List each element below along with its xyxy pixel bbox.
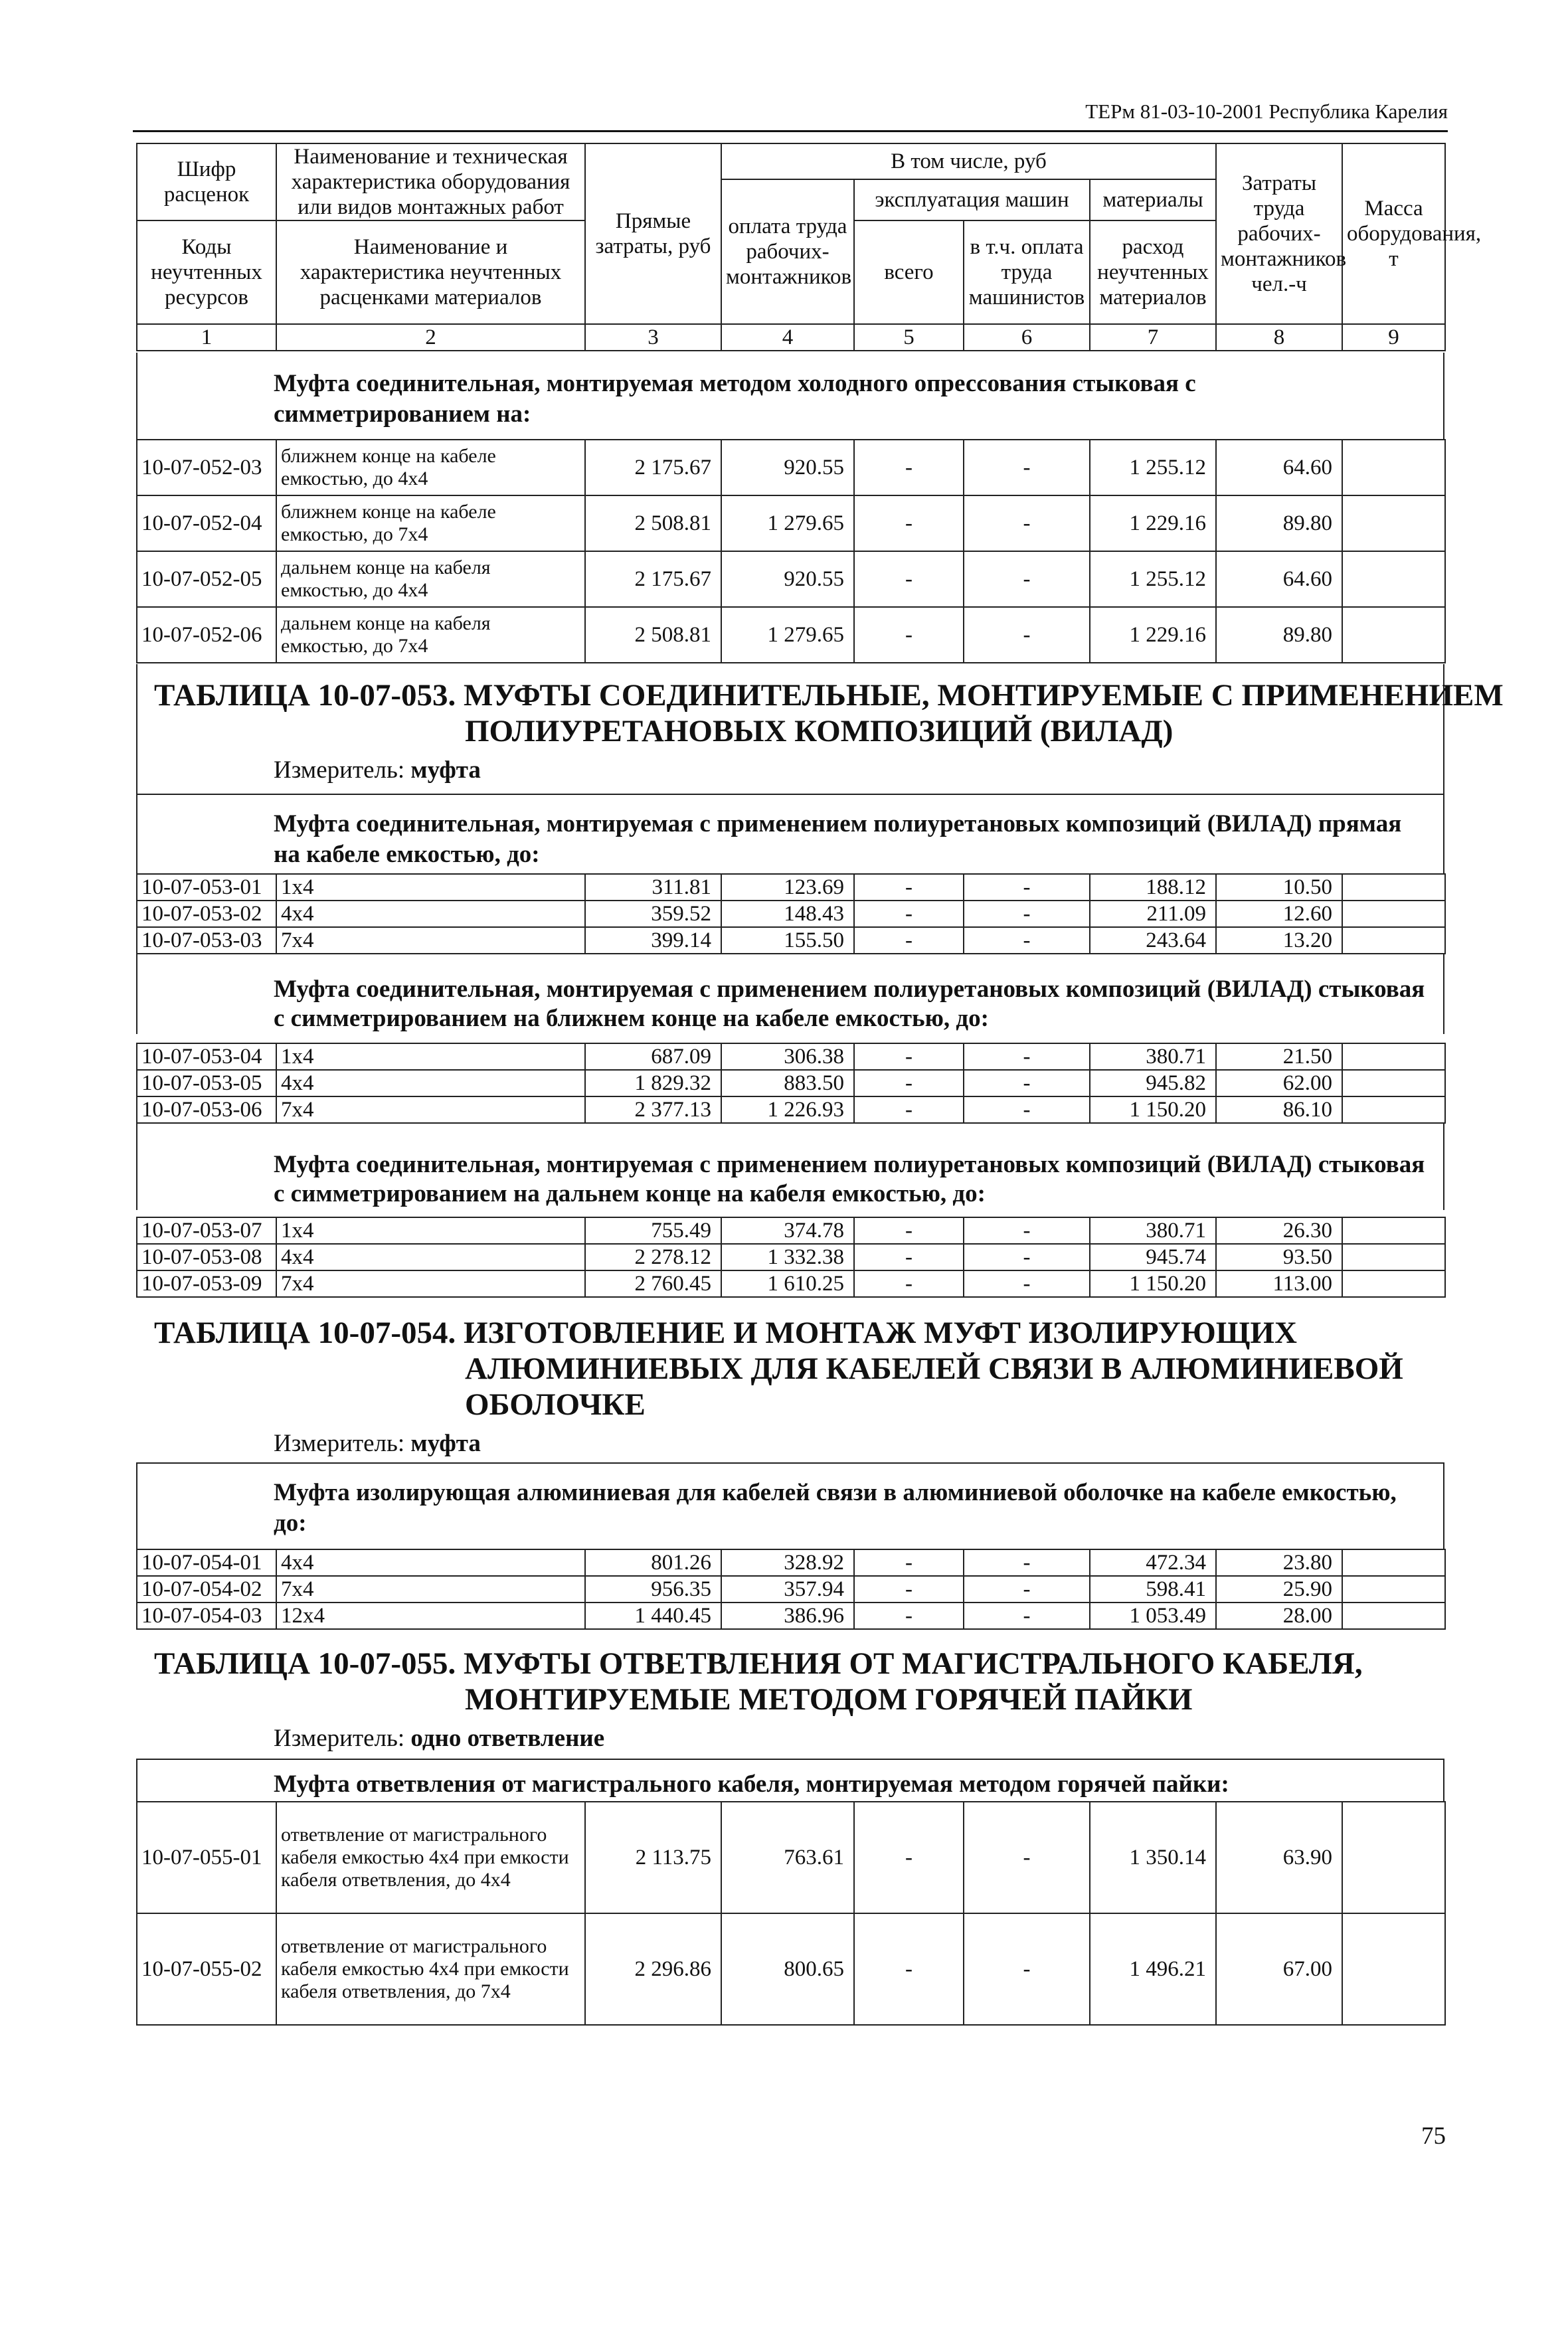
row-mass <box>1342 1217 1445 1244</box>
row-labor: 1 610.25 <box>721 1270 854 1297</box>
row-labor: 357.94 <box>721 1576 854 1603</box>
row-direct: 1 829.32 <box>585 1070 721 1096</box>
row-mass <box>1342 927 1445 954</box>
measure-label: Измеритель: <box>274 1430 405 1457</box>
group-title: Муфта ответвления от магистрального кабеля, монтируемая методом горячей пайки: <box>274 1771 1229 1798</box>
row-mass <box>1342 551 1445 607</box>
group-title-052: Муфта соединительная, монтируемая методом холодного опрессования стыковая с симметрированием на: <box>274 370 1196 428</box>
row-mat: 1 229.16 <box>1090 607 1216 663</box>
col-num: 6 <box>964 324 1090 351</box>
row-mass <box>1342 440 1445 495</box>
row-name: 4x4 <box>276 1070 585 1096</box>
table-row <box>137 1576 1445 1603</box>
row-code: 10-07-053-02 <box>137 901 276 927</box>
row-mach: - <box>854 1244 964 1270</box>
row-mat: 598.41 <box>1090 1576 1216 1603</box>
row-code: 10-07-053-05 <box>137 1070 276 1096</box>
row-name: 4x4 <box>276 1244 585 1270</box>
row-mass <box>1342 1549 1445 1576</box>
row-hours: 25.90 <box>1216 1576 1342 1603</box>
table-055-title-line2: МОНТИРУЕМЫЕ МЕТОДОМ ГОРЯЧЕЙ ПАЙКИ <box>465 1682 1193 1717</box>
row-mat: 211.09 <box>1090 901 1216 927</box>
row-mach-labor: - <box>964 1270 1090 1297</box>
table-054-title-line2: АЛЮМИНИЕВЫХ ДЛЯ КАБЕЛЕЙ СВЯЗИ В АЛЮМИНИЕВОЙ <box>465 1351 1403 1386</box>
row-mass <box>1342 1043 1445 1070</box>
column-header-table <box>136 143 1482 351</box>
row-mach-labor: - <box>964 1244 1090 1270</box>
row-code: 10-07-052-03 <box>137 440 276 495</box>
row-labor: 155.50 <box>721 927 854 954</box>
row-direct: 2 278.12 <box>585 1244 721 1270</box>
row-mach: - <box>854 1576 964 1603</box>
table-row <box>137 1096 1445 1123</box>
row-mass <box>1342 1270 1445 1297</box>
row-name: дальнем конце на кабеля емкостью, до 7x4 <box>276 607 585 663</box>
row-mach-labor: - <box>964 495 1090 551</box>
row-mach: - <box>854 1549 964 1576</box>
row-mach-labor: - <box>964 1576 1090 1603</box>
row-mass <box>1342 1802 1445 1913</box>
hdr-machinist-pay: в т.ч. оплата труда машинистов <box>964 220 1090 324</box>
table-row <box>137 1603 1445 1629</box>
row-labor: 1 332.38 <box>721 1244 854 1270</box>
row-mass <box>1342 607 1445 663</box>
group-title: Муфта соединительная, монтируемая с применением полиуретановых композиций (ВИЛАД) стыковая с симметрированием на ближнем конце на кабеле емкостью, до: <box>274 976 1425 1032</box>
row-code: 10-07-054-02 <box>137 1576 276 1603</box>
hdr-resource-codes: Коды неучтенных ресурсов <box>137 220 276 324</box>
row-mach-labor: - <box>964 874 1090 901</box>
row-name: 1x4 <box>276 874 585 901</box>
row-mach: - <box>854 1603 964 1629</box>
row-direct: 2 296.86 <box>585 1913 721 2025</box>
row-code: 10-07-054-01 <box>137 1549 276 1576</box>
row-direct: 687.09 <box>585 1043 721 1070</box>
row-labor: 920.55 <box>721 551 854 607</box>
row-code: 10-07-054-03 <box>137 1603 276 1629</box>
group-title: Муфта изолирующая алюминиевая для кабелей связи в алюминиевой оболочке на кабеле емкостью, до: <box>274 1479 1397 1537</box>
row-name: 7x4 <box>276 1576 585 1603</box>
row-mass <box>1342 1603 1445 1629</box>
row-name: дальнем конце на кабеля емкостью, до 4x4 <box>276 551 585 607</box>
row-mat: 380.71 <box>1090 1217 1216 1244</box>
page-number: 75 <box>1421 2123 1446 2150</box>
row-mach: - <box>854 1217 964 1244</box>
row-mat: 945.82 <box>1090 1070 1216 1096</box>
row-mat: 1 350.14 <box>1090 1802 1216 1913</box>
table-row <box>137 1043 1445 1070</box>
row-mass <box>1342 1913 1445 2025</box>
hdr-direct-costs: Прямые затраты, руб <box>585 143 721 324</box>
hdr-name-top: Наименование и техническая характеристика оборудования или видов монтажных работ <box>276 143 585 220</box>
table-row <box>137 607 1445 663</box>
row-labor: 920.55 <box>721 440 854 495</box>
row-name: 4x4 <box>276 901 585 927</box>
table-row <box>137 927 1445 954</box>
row-code: 10-07-053-09 <box>137 1270 276 1297</box>
row-name: ответвление от магистрального кабеля емкостью 4x4 при емкости кабеля ответвления, до 4x4 <box>276 1802 585 1913</box>
row-direct: 2 175.67 <box>585 551 721 607</box>
hdr-machines-total: всего <box>854 220 964 324</box>
row-mach: - <box>854 1043 964 1070</box>
row-hours: 113.00 <box>1216 1270 1342 1297</box>
row-hours: 62.00 <box>1216 1070 1342 1096</box>
row-mach-labor: - <box>964 1043 1090 1070</box>
row-name: 7x4 <box>276 1096 585 1123</box>
row-direct: 2 760.45 <box>585 1270 721 1297</box>
table-row <box>137 440 1445 495</box>
row-mach-labor: - <box>964 440 1090 495</box>
row-hours: 12.60 <box>1216 901 1342 927</box>
row-name: 1x4 <box>276 1217 585 1244</box>
row-mass <box>1342 901 1445 927</box>
row-labor: 328.92 <box>721 1549 854 1576</box>
row-mat: 1 255.12 <box>1090 440 1216 495</box>
table-055-measure <box>274 1724 604 1753</box>
table-row <box>137 1070 1445 1096</box>
row-direct: 2 175.67 <box>585 440 721 495</box>
table-row <box>137 551 1445 607</box>
row-name: 12x4 <box>276 1603 585 1629</box>
row-hours: 93.50 <box>1216 1244 1342 1270</box>
rows-053-2 <box>136 1043 1446 1124</box>
hdr-machines: эксплуатация машин <box>854 179 1090 220</box>
row-mat: 1 229.16 <box>1090 495 1216 551</box>
row-name: 4x4 <box>276 1549 585 1576</box>
table-054-title-line3: ОБОЛОЧКЕ <box>465 1387 646 1422</box>
row-mach-labor: - <box>964 551 1090 607</box>
table-row <box>137 874 1445 901</box>
row-mat: 188.12 <box>1090 874 1216 901</box>
row-hours: 21.50 <box>1216 1043 1342 1070</box>
measure-value: муфта <box>410 1430 481 1457</box>
row-mach: - <box>854 551 964 607</box>
row-code: 10-07-055-02 <box>137 1913 276 2025</box>
row-mach: - <box>854 440 964 495</box>
row-code: 10-07-053-04 <box>137 1043 276 1070</box>
row-labor: 1 279.65 <box>721 607 854 663</box>
row-mass <box>1342 495 1445 551</box>
table-row <box>137 495 1445 551</box>
row-mach: - <box>854 1096 964 1123</box>
col-num: 2 <box>276 324 585 351</box>
row-name: 1x4 <box>276 1043 585 1070</box>
col-num: 8 <box>1216 324 1342 351</box>
row-code: 10-07-052-04 <box>137 495 276 551</box>
row-name: ответвление от магистрального кабеля емкостью 4x4 при емкости кабеля ответвления, до 7x4 <box>276 1913 585 2025</box>
row-labor: 374.78 <box>721 1217 854 1244</box>
hdr-labor-hours: Затраты труда рабочих-монтажников чел.-ч <box>1216 143 1342 324</box>
row-hours: 26.30 <box>1216 1217 1342 1244</box>
row-direct: 311.81 <box>585 874 721 901</box>
row-mach-labor: - <box>964 607 1090 663</box>
row-hours: 28.00 <box>1216 1603 1342 1629</box>
measure-value: одно ответвление <box>410 1725 605 1752</box>
row-direct: 1 440.45 <box>585 1603 721 1629</box>
measure-value: муфта <box>410 756 481 784</box>
row-name: 7x4 <box>276 1270 585 1297</box>
row-mach: - <box>854 901 964 927</box>
row-labor: 763.61 <box>721 1802 854 1913</box>
row-mat: 243.64 <box>1090 927 1216 954</box>
table-row <box>137 1270 1445 1297</box>
hdr-including: В том числе, руб <box>721 143 1216 179</box>
row-mass <box>1342 874 1445 901</box>
table-053-measure <box>274 756 481 784</box>
row-hours: 86.10 <box>1216 1096 1342 1123</box>
row-labor: 800.65 <box>721 1913 854 2025</box>
hdr-materials-usage: расход неучтенных материалов <box>1090 220 1216 324</box>
row-hours: 64.60 <box>1216 440 1342 495</box>
row-mat: 945.74 <box>1090 1244 1216 1270</box>
table-row <box>137 1217 1445 1244</box>
rows-052 <box>136 439 1446 663</box>
row-labor: 306.38 <box>721 1043 854 1070</box>
table-row <box>137 1913 1445 2025</box>
table-054-title-line1: ТАБЛИЦА 10-07-054. ИЗГОТОВЛЕНИЕ И МОНТАЖ МУФТ ИЗОЛИРУЮЩИХ <box>154 1316 1297 1350</box>
row-hours: 89.80 <box>1216 607 1342 663</box>
row-hours: 64.60 <box>1216 551 1342 607</box>
row-code: 10-07-052-05 <box>137 551 276 607</box>
row-hours: 10.50 <box>1216 874 1342 901</box>
table-053-title-line2: ПОЛИУРЕТАНОВЫХ КОМПОЗИЦИЙ (ВИЛАД) <box>465 714 1174 748</box>
row-code: 10-07-053-07 <box>137 1217 276 1244</box>
table-053-title-line1: ТАБЛИЦА 10-07-053. МУФТЫ СОЕДИНИТЕЛЬНЫЕ, МОНТИРУЕМЫЕ С ПРИМЕНЕНИЕМ <box>154 678 1504 713</box>
row-mach-labor: - <box>964 1070 1090 1096</box>
row-labor: 148.43 <box>721 901 854 927</box>
table-row <box>137 1549 1445 1576</box>
row-labor: 1 279.65 <box>721 495 854 551</box>
row-direct: 2 113.75 <box>585 1802 721 1913</box>
rows-053-1 <box>136 873 1446 954</box>
group-title: Муфта соединительная, монтируемая с применением полиуретановых композиций (ВИЛАД) прямая на кабеле емкостью, до: <box>274 810 1402 868</box>
col-num: 4 <box>721 324 854 351</box>
row-mass <box>1342 1070 1445 1096</box>
hdr-number-row <box>137 324 1445 351</box>
row-mach-labor: - <box>964 1913 1090 2025</box>
row-hours: 67.00 <box>1216 1913 1342 2025</box>
row-hours: 23.80 <box>1216 1549 1342 1576</box>
row-mach-labor: - <box>964 1217 1090 1244</box>
row-mach-labor: - <box>964 1603 1090 1629</box>
row-mach-labor: - <box>964 927 1090 954</box>
hdr-labor-pay: оплата труда рабочих-монтажников <box>721 179 854 324</box>
row-direct: 2 508.81 <box>585 607 721 663</box>
row-mach: - <box>854 927 964 954</box>
row-mach: - <box>854 874 964 901</box>
row-mach: - <box>854 607 964 663</box>
row-hours: 63.90 <box>1216 1802 1342 1913</box>
header-rule <box>133 130 1448 132</box>
running-head: ТЕРм 81-03-10-2001 Республика Карелия <box>1085 100 1448 123</box>
row-code: 10-07-053-03 <box>137 927 276 954</box>
row-name: 7x4 <box>276 927 585 954</box>
hdr-materials: материалы <box>1090 179 1216 220</box>
row-mach: - <box>854 1913 964 2025</box>
col-num: 5 <box>854 324 964 351</box>
row-code: 10-07-053-01 <box>137 874 276 901</box>
row-direct: 755.49 <box>585 1217 721 1244</box>
row-mach: - <box>854 1270 964 1297</box>
row-mat: 1 496.21 <box>1090 1913 1216 2025</box>
rows-054 <box>136 1549 1446 1630</box>
row-mat: 472.34 <box>1090 1549 1216 1576</box>
hdr-code-top: Шифр расценок <box>137 143 276 220</box>
row-code: 10-07-055-01 <box>137 1802 276 1913</box>
table-row <box>137 901 1445 927</box>
row-mat: 1 150.20 <box>1090 1270 1216 1297</box>
row-mass <box>1342 1576 1445 1603</box>
row-hours: 13.20 <box>1216 927 1342 954</box>
row-labor: 386.96 <box>721 1603 854 1629</box>
table-054-measure <box>274 1429 481 1458</box>
row-name: ближнем конце на кабеле емкостью, до 7x4 <box>276 495 585 551</box>
row-mach-labor: - <box>964 1549 1090 1576</box>
row-hours: 89.80 <box>1216 495 1342 551</box>
row-name: ближнем конце на кабеле емкостью, до 4x4 <box>276 440 585 495</box>
row-direct: 956.35 <box>585 1576 721 1603</box>
row-mach: - <box>854 495 964 551</box>
row-mat: 1 255.12 <box>1090 551 1216 607</box>
row-mat: 1 053.49 <box>1090 1603 1216 1629</box>
row-labor: 883.50 <box>721 1070 854 1096</box>
col-num: 3 <box>585 324 721 351</box>
row-mass <box>1342 1096 1445 1123</box>
row-code: 10-07-052-06 <box>137 607 276 663</box>
row-direct: 359.52 <box>585 901 721 927</box>
row-direct: 399.14 <box>585 927 721 954</box>
col-num: 1 <box>137 324 276 351</box>
row-mach-labor: - <box>964 1096 1090 1123</box>
table-055-title-line1: ТАБЛИЦА 10-07-055. МУФТЫ ОТВЕТВЛЕНИЯ ОТ МАГИСТРАЛЬНОГО КАБЕЛЯ, <box>154 1646 1363 1681</box>
row-direct: 2 377.13 <box>585 1096 721 1123</box>
row-code: 10-07-053-06 <box>137 1096 276 1123</box>
row-code: 10-07-053-08 <box>137 1244 276 1270</box>
col-num: 9 <box>1342 324 1445 351</box>
row-mach: - <box>854 1070 964 1096</box>
hdr-equipment-mass: Масса оборудования, т <box>1342 143 1445 324</box>
rows-055 <box>136 1801 1446 2026</box>
row-labor: 123.69 <box>721 874 854 901</box>
rows-053-3 <box>136 1217 1446 1298</box>
row-direct: 2 508.81 <box>585 495 721 551</box>
row-mach: - <box>854 1802 964 1913</box>
row-mach-labor: - <box>964 1802 1090 1913</box>
table-row <box>137 1244 1445 1270</box>
hdr-materials-name: Наименование и характеристика неучтенных расценками материалов <box>276 220 585 324</box>
group-title: Муфта соединительная, монтируемая с применением полиуретановых композиций (ВИЛАД) стыковая с симметрированием на дальнем конце на кабеля емкостью, до: <box>274 1151 1425 1207</box>
row-mass <box>1342 1244 1445 1270</box>
row-direct: 801.26 <box>585 1549 721 1576</box>
measure-label: Измеритель: <box>274 1725 405 1752</box>
table-row <box>137 1802 1445 1913</box>
measure-label: Измеритель: <box>274 756 405 784</box>
row-mat: 380.71 <box>1090 1043 1216 1070</box>
row-labor: 1 226.93 <box>721 1096 854 1123</box>
row-mat: 1 150.20 <box>1090 1096 1216 1123</box>
row-mach-labor: - <box>964 901 1090 927</box>
col-num: 7 <box>1090 324 1216 351</box>
